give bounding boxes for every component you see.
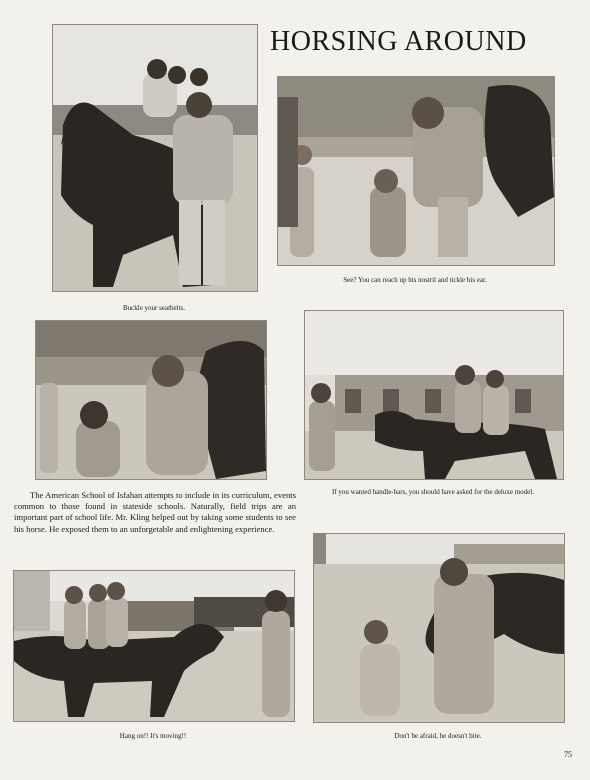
page-number: 75 — [564, 750, 572, 759]
photo-4-caption: If you wanted handle-bars, you should have asked for the deluxe model. — [332, 488, 534, 496]
photo-kids-on-horse — [52, 24, 258, 292]
photo-2-caption: See? You can reach up his nostril and tickle his ear. — [343, 276, 487, 284]
photo-child-touching-horse — [277, 76, 555, 266]
photo-1-caption: Buckle your seatbelts. — [122, 304, 185, 312]
page-title: HORSING AROUND — [270, 26, 527, 57]
photo-man-child-horse — [35, 320, 267, 480]
photo-6-caption: Don't be afraid, he doesn't bite. — [394, 732, 482, 740]
photo-girl-feeding-horse — [313, 533, 565, 723]
article-body: The American School of Isfahan attempts to include in its curriculum, events common to those found in stateside schools. Naturally, field trips are an important part of school life. Mr. Kling helped out by taking some students to see his horse. He exposed them to an unforgetable and enlightening experience. — [14, 490, 296, 534]
photo-kids-on-moving-horse — [13, 570, 295, 722]
photo-5-caption: Hang on!! It's moving!! — [119, 732, 187, 740]
photo-kids-riding-with-man — [304, 310, 564, 480]
